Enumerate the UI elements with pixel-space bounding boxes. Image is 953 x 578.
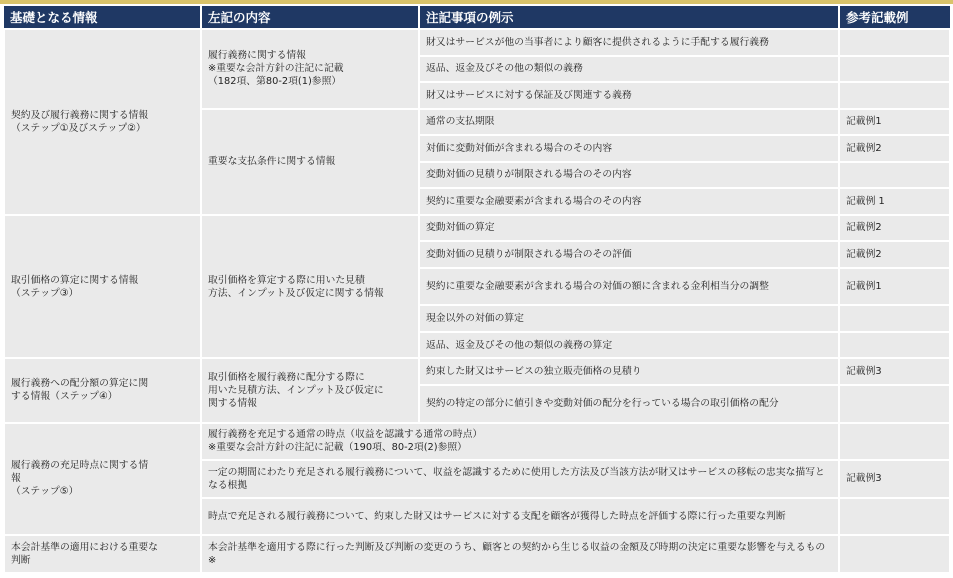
merged-example-cell: 一定の期間にわたり充足される履行義務について、収益を認識するために使用した方法及び当該方法が財又はサービスの移転の忠実な描写となる根拠 — [201, 460, 839, 498]
header-example: 注記事項の例示 — [419, 6, 839, 29]
reference-cell: 記載例3 — [839, 358, 950, 385]
content-cell: 取引価格を履行義務に配分する際に 用いた見積方法、インプット及び仮定に 関する情報 — [201, 358, 419, 422]
example-cell: 変動対価の見積りが制限される場合のその内容 — [419, 162, 839, 189]
reference-cell: 記載例2 — [839, 135, 950, 162]
basis-cell: 本会計基準の適用における重要な 判断 — [4, 535, 201, 573]
reference-cell — [839, 498, 950, 536]
example-cell: 契約に重要な金融要素が含まれる場合の対価の額に含まれる金利相当分の調整 — [419, 268, 839, 306]
header-reference: 参考記載例 — [839, 6, 950, 29]
reference-cell: 記載例1 — [839, 109, 950, 136]
table-row — [4, 215, 950, 242]
reference-cell: 記載例 1 — [839, 188, 950, 215]
reference-cell: 記載例2 — [839, 215, 950, 242]
table-row — [4, 423, 950, 461]
example-cell: 契約の特定の部分に値引きや変動対価の配分を行っている場合の取引価格の配分 — [419, 385, 839, 423]
header-basis: 基礎となる情報 — [4, 6, 201, 29]
content-cell: 取引価格を算定する際に用いた見積 方法、インプット及び仮定に関する情報 — [201, 215, 419, 359]
example-cell: 変動対価の算定 — [419, 215, 839, 242]
example-cell: 対価に変動対価が含まれる場合のその内容 — [419, 135, 839, 162]
example-cell: 返品、返金及びその他の類似の義務 — [419, 56, 839, 83]
reference-cell — [839, 332, 950, 359]
reference-cell — [839, 56, 950, 83]
merged-example-cell: 本会計基準を適用する際に行った判断及び判断の変更のうち、顧客との契約から生じる収益の金額及び時期の決定に重要な影響を与えるもの ※ — [201, 535, 839, 573]
reference-cell: 記載例3 — [839, 460, 950, 498]
table-row — [4, 29, 950, 56]
example-cell: 約束した財又はサービスの独立販売価格の見積り — [419, 358, 839, 385]
reference-cell — [839, 162, 950, 189]
table-row — [4, 358, 950, 385]
merged-example-cell: 時点で充足される履行義務について、約束した財又はサービスに対する支配を顧客が獲得した時点を評価する際に行った重要な判断 — [201, 498, 839, 536]
basis-cell: 取引価格の算定に関する情報 （ステップ③） — [4, 215, 201, 359]
content-cell: 履行義務に関する情報 ※重要な会計方針の注記に記載 （182項、第80-2項(1)参照） — [201, 29, 419, 109]
example-cell: 返品、返金及びその他の類似の義務の算定 — [419, 332, 839, 359]
header-content: 左記の内容 — [201, 6, 419, 29]
merged-example-cell: 履行義務を充足する通常の時点（収益を認識する通常の時点） ※重要な会計方針の注記に記載（190項、80-2項(2)参照） — [201, 423, 839, 461]
example-cell: 現金以外の対価の算定 — [419, 305, 839, 332]
example-cell: 契約に重要な金融要素が含まれる場合のその内容 — [419, 188, 839, 215]
example-cell: 通常の支払期限 — [419, 109, 839, 136]
example-cell: 財又はサービスに対する保証及び関連する義務 — [419, 82, 839, 109]
basis-cell: 契約及び履行義務に関する情報 （ステップ①及びステップ②） — [4, 29, 201, 215]
example-cell: 財又はサービスが他の当事者により顧客に提供されるように手配する履行義務 — [419, 29, 839, 56]
basis-cell: 履行義務の充足時点に関する情 報 （ステップ⑤） — [4, 423, 201, 536]
content-cell: 重要な支払条件に関する情報 — [201, 109, 419, 215]
table-row — [4, 535, 950, 573]
basis-cell: 履行義務への配分額の算定に関 する情報（ステップ④） — [4, 358, 201, 422]
reference-cell — [839, 29, 950, 56]
reference-cell — [839, 385, 950, 423]
reference-cell — [839, 305, 950, 332]
reference-cell — [839, 82, 950, 109]
example-cell: 変動対価の見積りが制限される場合のその評価 — [419, 241, 839, 268]
top-accent-bar — [0, 0, 953, 4]
reference-cell — [839, 535, 950, 573]
reference-cell: 記載例1 — [839, 268, 950, 306]
reference-cell — [839, 423, 950, 461]
header-row — [4, 6, 950, 29]
reference-cell: 記載例2 — [839, 241, 950, 268]
disclosure-table — [3, 6, 951, 574]
